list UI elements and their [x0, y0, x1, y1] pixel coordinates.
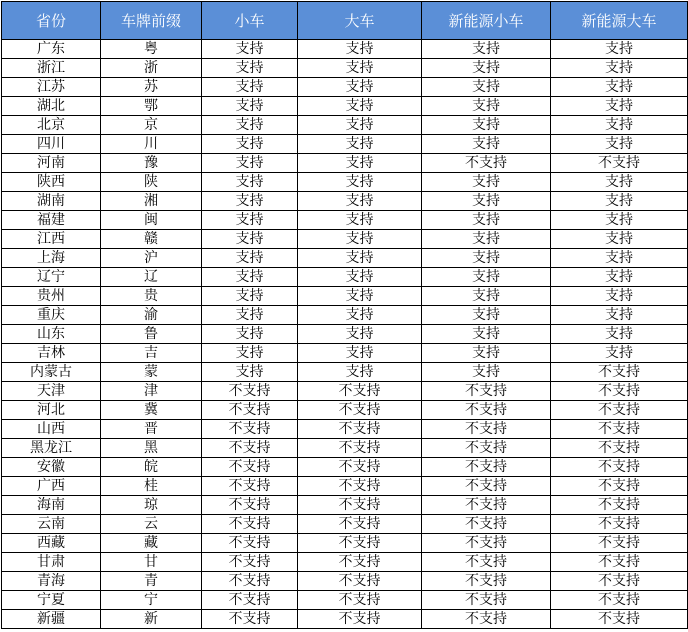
small-car-cell[interactable]: 不支持 [202, 382, 298, 401]
ev-small-car-cell[interactable]: 支持 [422, 192, 551, 211]
large-car-cell[interactable]: 支持 [298, 287, 422, 306]
ev-large-car-cell[interactable]: 不支持 [551, 477, 688, 496]
plate-prefix-cell[interactable]: 甘 [101, 553, 202, 572]
large-car-cell[interactable]: 支持 [298, 154, 422, 173]
ev-large-car-cell[interactable]: 不支持 [551, 610, 688, 629]
large-car-cell[interactable]: 支持 [298, 249, 422, 268]
ev-small-car-cell[interactable]: 支持 [422, 97, 551, 116]
small-car-cell[interactable]: 不支持 [202, 477, 298, 496]
plate-prefix-cell[interactable]: 冀 [101, 401, 202, 420]
plate-prefix-cell[interactable]: 辽 [101, 268, 202, 287]
large-car-cell[interactable]: 不支持 [298, 477, 422, 496]
small-car-cell[interactable]: 支持 [202, 325, 298, 344]
plate-prefix-cell[interactable]: 鲁 [101, 325, 202, 344]
ev-small-car-cell[interactable]: 不支持 [422, 591, 551, 610]
large-car-cell[interactable]: 不支持 [298, 534, 422, 553]
ev-small-car-cell[interactable]: 不支持 [422, 534, 551, 553]
plate-support-table [1, 1, 688, 629]
ev-small-car-cell[interactable]: 不支持 [422, 477, 551, 496]
table-row [2, 591, 688, 610]
table-row [2, 97, 688, 116]
small-car-cell[interactable]: 支持 [202, 344, 298, 363]
large-car-cell[interactable]: 不支持 [298, 572, 422, 591]
small-car-cell[interactable]: 支持 [202, 173, 298, 192]
ev-small-car-cell[interactable]: 不支持 [422, 154, 551, 173]
ev-large-car-cell[interactable]: 不支持 [551, 591, 688, 610]
ev-small-car-cell[interactable]: 不支持 [422, 382, 551, 401]
large-car-cell[interactable]: 支持 [298, 135, 422, 154]
small-car-cell[interactable]: 支持 [202, 306, 298, 325]
table-row [2, 211, 688, 230]
province-cell[interactable]: 湖南 [2, 192, 101, 211]
small-car-cell[interactable]: 支持 [202, 59, 298, 78]
ev-small-car-cell[interactable]: 不支持 [422, 610, 551, 629]
province-cell[interactable]: 海南 [2, 496, 101, 515]
large-car-cell[interactable]: 支持 [298, 325, 422, 344]
ev-small-car-cell[interactable]: 不支持 [422, 496, 551, 515]
ev-large-car-cell[interactable]: 支持 [551, 192, 688, 211]
large-car-cell[interactable]: 支持 [298, 268, 422, 287]
province-cell[interactable]: 山西 [2, 420, 101, 439]
table-row [2, 439, 688, 458]
ev-small-car-cell[interactable]: 不支持 [422, 439, 551, 458]
plate-prefix-cell[interactable]: 青 [101, 572, 202, 591]
ev-large-car-cell[interactable]: 支持 [551, 325, 688, 344]
province-cell[interactable]: 天津 [2, 382, 101, 401]
ev-large-car-cell[interactable]: 支持 [551, 59, 688, 78]
plate-prefix-cell[interactable]: 宁 [101, 591, 202, 610]
ev-large-car-cell[interactable]: 不支持 [551, 515, 688, 534]
ev-small-car-cell[interactable]: 不支持 [422, 458, 551, 477]
ev-large-car-cell[interactable]: 支持 [551, 287, 688, 306]
plate-prefix-cell[interactable]: 川 [101, 135, 202, 154]
plate-prefix-cell[interactable]: 闽 [101, 211, 202, 230]
ev-small-car-cell[interactable]: 支持 [422, 40, 551, 59]
ev-large-car-cell[interactable]: 不支持 [551, 154, 688, 173]
large-car-cell[interactable]: 不支持 [298, 420, 422, 439]
ev-large-car-cell[interactable]: 不支持 [551, 382, 688, 401]
ev-large-car-cell[interactable]: 支持 [551, 116, 688, 135]
ev-small-car-cell[interactable]: 不支持 [422, 401, 551, 420]
table-row [2, 553, 688, 572]
table-row [2, 268, 688, 287]
table-row [2, 496, 688, 515]
large-car-cell[interactable]: 支持 [298, 306, 422, 325]
table-body [2, 40, 688, 629]
plate-prefix-cell[interactable]: 苏 [101, 78, 202, 97]
province-cell[interactable]: 辽宁 [2, 268, 101, 287]
table-row [2, 306, 688, 325]
province-cell[interactable]: 北京 [2, 116, 101, 135]
ev-large-car-cell[interactable]: 不支持 [551, 439, 688, 458]
ev-large-car-cell[interactable]: 支持 [551, 211, 688, 230]
large-car-cell[interactable]: 支持 [298, 97, 422, 116]
large-car-cell[interactable]: 不支持 [298, 382, 422, 401]
plate-prefix-cell[interactable]: 晋 [101, 420, 202, 439]
province-cell[interactable]: 重庆 [2, 306, 101, 325]
ev-large-car-cell[interactable]: 不支持 [551, 572, 688, 591]
province-cell[interactable]: 福建 [2, 211, 101, 230]
province-cell[interactable]: 江苏 [2, 78, 101, 97]
small-car-cell[interactable]: 不支持 [202, 553, 298, 572]
header-ev-small-car[interactable]: 新能源小车 [422, 2, 551, 40]
plate-prefix-cell[interactable]: 蒙 [101, 363, 202, 382]
table-row [2, 363, 688, 382]
ev-small-car-cell[interactable]: 支持 [422, 173, 551, 192]
plate-prefix-cell[interactable]: 浙 [101, 59, 202, 78]
ev-large-car-cell[interactable]: 支持 [551, 97, 688, 116]
ev-large-car-cell[interactable]: 不支持 [551, 401, 688, 420]
header-row [2, 2, 688, 40]
plate-prefix-cell[interactable]: 藏 [101, 534, 202, 553]
province-cell[interactable]: 广西 [2, 477, 101, 496]
small-car-cell[interactable]: 不支持 [202, 534, 298, 553]
large-car-cell[interactable]: 不支持 [298, 496, 422, 515]
small-car-cell[interactable]: 不支持 [202, 401, 298, 420]
table-row [2, 325, 688, 344]
large-car-cell[interactable]: 不支持 [298, 553, 422, 572]
ev-small-car-cell[interactable]: 支持 [422, 78, 551, 97]
small-car-cell[interactable]: 支持 [202, 230, 298, 249]
small-car-cell[interactable]: 支持 [202, 192, 298, 211]
small-car-cell[interactable]: 不支持 [202, 591, 298, 610]
plate-prefix-cell[interactable]: 沪 [101, 249, 202, 268]
large-car-cell[interactable]: 支持 [298, 344, 422, 363]
small-car-cell[interactable]: 不支持 [202, 420, 298, 439]
header-ev-large-car[interactable]: 新能源大车 [551, 2, 688, 40]
province-cell[interactable]: 西藏 [2, 534, 101, 553]
ev-small-car-cell[interactable]: 不支持 [422, 553, 551, 572]
header-small-car[interactable]: 小车 [202, 2, 298, 40]
plate-prefix-cell[interactable]: 京 [101, 116, 202, 135]
province-cell[interactable]: 宁夏 [2, 591, 101, 610]
large-car-cell[interactable]: 支持 [298, 59, 422, 78]
plate-prefix-cell[interactable]: 云 [101, 515, 202, 534]
plate-prefix-cell[interactable]: 贵 [101, 287, 202, 306]
ev-large-car-cell[interactable]: 不支持 [551, 534, 688, 553]
table-row [2, 420, 688, 439]
header-large-car[interactable]: 大车 [298, 2, 422, 40]
small-car-cell[interactable]: 不支持 [202, 496, 298, 515]
large-car-cell[interactable]: 不支持 [298, 515, 422, 534]
large-car-cell[interactable]: 支持 [298, 230, 422, 249]
table-row [2, 344, 688, 363]
ev-large-car-cell[interactable]: 支持 [551, 306, 688, 325]
small-car-cell[interactable]: 支持 [202, 40, 298, 59]
ev-small-car-cell[interactable]: 支持 [422, 230, 551, 249]
province-cell[interactable]: 广东 [2, 40, 101, 59]
ev-large-car-cell[interactable]: 支持 [551, 344, 688, 363]
large-car-cell[interactable]: 支持 [298, 116, 422, 135]
province-cell[interactable]: 甘肃 [2, 553, 101, 572]
small-car-cell[interactable]: 支持 [202, 135, 298, 154]
province-cell[interactable]: 江西 [2, 230, 101, 249]
ev-small-car-cell[interactable]: 不支持 [422, 515, 551, 534]
small-car-cell[interactable]: 支持 [202, 211, 298, 230]
ev-small-car-cell[interactable]: 支持 [422, 135, 551, 154]
ev-large-car-cell[interactable]: 支持 [551, 268, 688, 287]
ev-large-car-cell[interactable]: 不支持 [551, 496, 688, 515]
large-car-cell[interactable]: 支持 [298, 211, 422, 230]
table-row [2, 515, 688, 534]
table-row [2, 40, 688, 59]
small-car-cell[interactable]: 不支持 [202, 610, 298, 629]
ev-small-car-cell[interactable]: 支持 [422, 363, 551, 382]
ev-large-car-cell[interactable]: 支持 [551, 230, 688, 249]
large-car-cell[interactable]: 支持 [298, 192, 422, 211]
table-row [2, 610, 688, 629]
table-row [2, 173, 688, 192]
small-car-cell[interactable]: 不支持 [202, 515, 298, 534]
table-row [2, 382, 688, 401]
province-cell[interactable]: 陕西 [2, 173, 101, 192]
small-car-cell[interactable]: 支持 [202, 78, 298, 97]
province-cell[interactable]: 山东 [2, 325, 101, 344]
province-cell[interactable]: 吉林 [2, 344, 101, 363]
plate-prefix-cell[interactable]: 吉 [101, 344, 202, 363]
small-car-cell[interactable]: 支持 [202, 97, 298, 116]
table-row [2, 249, 688, 268]
ev-large-car-cell[interactable]: 不支持 [551, 458, 688, 477]
ev-small-car-cell[interactable]: 支持 [422, 325, 551, 344]
plate-prefix-cell[interactable]: 豫 [101, 154, 202, 173]
small-car-cell[interactable]: 支持 [202, 287, 298, 306]
large-car-cell[interactable]: 支持 [298, 40, 422, 59]
plate-prefix-cell[interactable]: 琼 [101, 496, 202, 515]
province-cell[interactable]: 上海 [2, 249, 101, 268]
table-row [2, 458, 688, 477]
plate-prefix-cell[interactable]: 皖 [101, 458, 202, 477]
table-row [2, 135, 688, 154]
ev-small-car-cell[interactable]: 支持 [422, 306, 551, 325]
table-row [2, 401, 688, 420]
table-row [2, 287, 688, 306]
small-car-cell[interactable]: 支持 [202, 249, 298, 268]
ev-small-car-cell[interactable]: 不支持 [422, 420, 551, 439]
table-row [2, 78, 688, 97]
ev-large-car-cell[interactable]: 支持 [551, 78, 688, 97]
province-cell[interactable]: 河南 [2, 154, 101, 173]
ev-large-car-cell[interactable]: 不支持 [551, 420, 688, 439]
province-cell[interactable]: 青海 [2, 572, 101, 591]
header-province[interactable]: 省份 [2, 2, 101, 40]
plate-prefix-cell[interactable]: 鄂 [101, 97, 202, 116]
table-row [2, 192, 688, 211]
small-car-cell[interactable]: 不支持 [202, 572, 298, 591]
large-car-cell[interactable]: 不支持 [298, 401, 422, 420]
ev-large-car-cell[interactable]: 支持 [551, 173, 688, 192]
ev-small-car-cell[interactable]: 支持 [422, 116, 551, 135]
small-car-cell[interactable]: 支持 [202, 363, 298, 382]
plate-prefix-cell[interactable]: 黑 [101, 439, 202, 458]
province-cell[interactable]: 四川 [2, 135, 101, 154]
table-row [2, 154, 688, 173]
large-car-cell[interactable]: 支持 [298, 78, 422, 97]
plate-prefix-cell[interactable]: 陕 [101, 173, 202, 192]
table-row [2, 572, 688, 591]
plate-prefix-cell[interactable]: 渝 [101, 306, 202, 325]
ev-large-car-cell[interactable]: 支持 [551, 135, 688, 154]
small-car-cell[interactable]: 支持 [202, 268, 298, 287]
small-car-cell[interactable]: 支持 [202, 154, 298, 173]
ev-large-car-cell[interactable]: 不支持 [551, 363, 688, 382]
plate-prefix-cell[interactable]: 津 [101, 382, 202, 401]
small-car-cell[interactable]: 不支持 [202, 439, 298, 458]
province-cell[interactable]: 安徽 [2, 458, 101, 477]
province-cell[interactable]: 浙江 [2, 59, 101, 78]
ev-large-car-cell[interactable]: 不支持 [551, 553, 688, 572]
plate-prefix-cell[interactable]: 新 [101, 610, 202, 629]
ev-small-car-cell[interactable]: 支持 [422, 268, 551, 287]
table-row [2, 116, 688, 135]
province-cell[interactable]: 河北 [2, 401, 101, 420]
ev-small-car-cell[interactable]: 支持 [422, 59, 551, 78]
ev-small-car-cell[interactable]: 支持 [422, 211, 551, 230]
small-car-cell[interactable]: 支持 [202, 116, 298, 135]
plate-prefix-cell[interactable]: 湘 [101, 192, 202, 211]
ev-large-car-cell[interactable]: 支持 [551, 249, 688, 268]
table-row [2, 230, 688, 249]
table-row [2, 477, 688, 496]
plate-prefix-cell[interactable]: 粤 [101, 40, 202, 59]
province-cell[interactable]: 内蒙古 [2, 363, 101, 382]
ev-small-car-cell[interactable]: 不支持 [422, 572, 551, 591]
province-cell[interactable]: 湖北 [2, 97, 101, 116]
small-car-cell[interactable]: 不支持 [202, 458, 298, 477]
table-row [2, 59, 688, 78]
large-car-cell[interactable]: 不支持 [298, 439, 422, 458]
province-cell[interactable]: 云南 [2, 515, 101, 534]
large-car-cell[interactable]: 不支持 [298, 458, 422, 477]
province-cell[interactable]: 贵州 [2, 287, 101, 306]
province-cell[interactable]: 新疆 [2, 610, 101, 629]
ev-small-car-cell[interactable]: 支持 [422, 249, 551, 268]
large-car-cell[interactable]: 不支持 [298, 591, 422, 610]
province-cell[interactable]: 黑龙江 [2, 439, 101, 458]
ev-small-car-cell[interactable]: 支持 [422, 287, 551, 306]
ev-large-car-cell[interactable]: 支持 [551, 40, 688, 59]
header-plate-prefix[interactable]: 车牌前缀 [101, 2, 202, 40]
ev-small-car-cell[interactable]: 支持 [422, 344, 551, 363]
large-car-cell[interactable]: 支持 [298, 173, 422, 192]
plate-prefix-cell[interactable]: 桂 [101, 477, 202, 496]
large-car-cell[interactable]: 不支持 [298, 610, 422, 629]
table-row [2, 534, 688, 553]
large-car-cell[interactable]: 支持 [298, 363, 422, 382]
plate-prefix-cell[interactable]: 赣 [101, 230, 202, 249]
